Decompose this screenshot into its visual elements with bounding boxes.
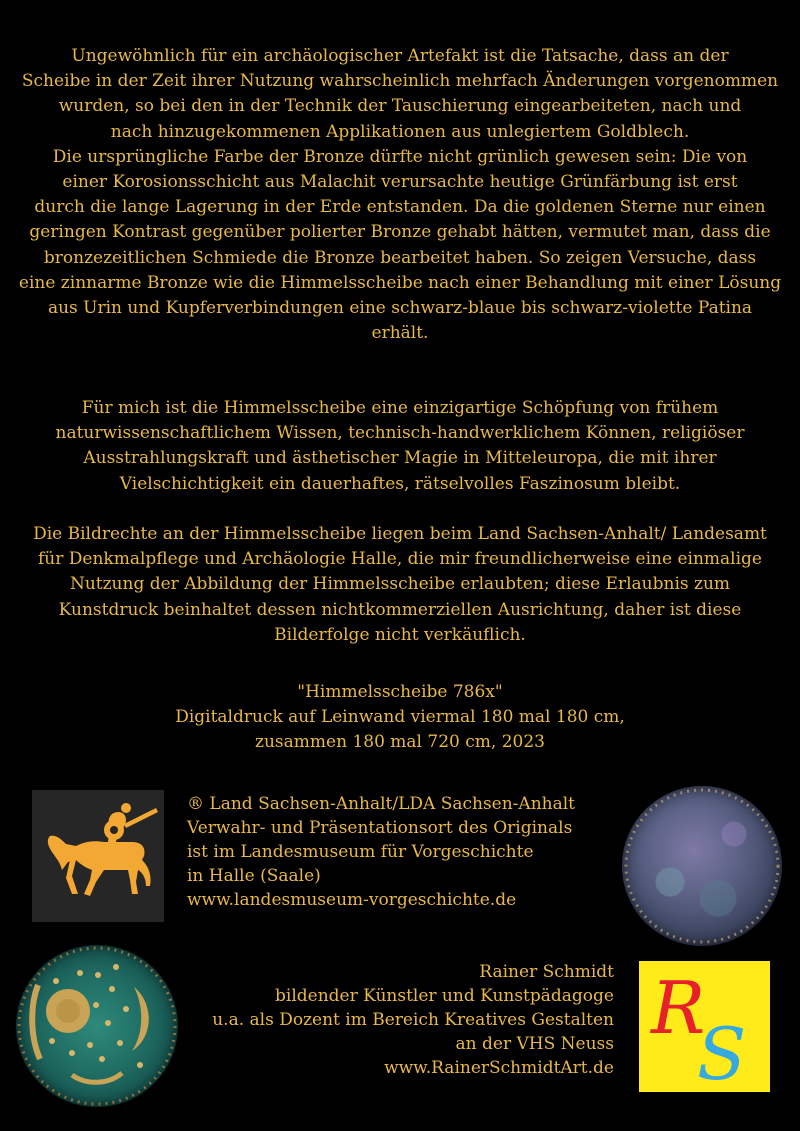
- text-line: durch die lange Lagerung in der Erde entstanden. Da die goldenen Sterne nur einen: [34, 197, 766, 218]
- text-line: geringen Kontrast gegenüber polierter Bronze gehabt hätten, vermutet man, dass die: [29, 222, 771, 243]
- text-line: Die Bildrechte an der Himmelsscheibe liegen beim Land Sachsen-Anhalt/ Landesamt: [33, 524, 767, 544]
- text-line: wurden, so bei den in der Technik der Tauschierung eingearbeiteten, nach und: [58, 96, 742, 117]
- artist-info: [212, 960, 614, 1080]
- horse-rider-icon: [32, 790, 164, 922]
- museum-line: in Halle (Saale): [187, 866, 321, 886]
- text-line: Bilderfolge nicht verkäuflich.: [274, 624, 526, 645]
- artwork-title: "Himmelsscheibe 786x": [297, 682, 503, 702]
- text-line: Nutzung der Abbildung der Himmelsscheibe erlaubten; diese Erlaubnis zum: [69, 574, 731, 595]
- copyright-line: ® Land Sachsen-Anhalt/LDA Sachsen-Anhalt: [187, 794, 576, 814]
- text-line: Kunstdruck beinhaltet dessen nichtkommerziellen Ausrichtung, daher ist diese: [58, 599, 742, 620]
- museum-line: Verwahr- und Präsentationsort des Originals: [187, 818, 573, 838]
- museum-info: [187, 792, 575, 912]
- paragraph-rights: [0, 522, 800, 648]
- paragraph-opinion: [0, 396, 800, 497]
- sky-disc-image: [16, 945, 178, 1107]
- artist-name: Rainer Schmidt: [479, 962, 614, 982]
- artist-position: u.a. als Dozent im Bereich Kreatives Gestalten: [212, 1010, 614, 1030]
- text-line: nach hinzugekommenen Applikationen aus unlegiertem Goldblech.: [110, 121, 690, 142]
- rs-monogram-icon: [639, 961, 770, 1092]
- paragraph-history: [0, 44, 800, 346]
- text-line: eine zinnarme Bronze wie die Himmelsscheibe nach einer Behandlung mit einer Lösung: [18, 272, 782, 293]
- text-line: Für mich ist die Himmelsscheibe eine einzigartige Schöpfung von frühem: [81, 398, 719, 418]
- artwork-info: [0, 680, 800, 756]
- monogram-letter-s: S: [697, 1012, 747, 1092]
- text-line: bronzezeitlichen Schmiede die Bronze bearbeitet haben. So zeigen Versuche, dass: [43, 247, 757, 268]
- text-line: Scheibe in der Zeit ihrer Nutzung wahrscheinlich mehrfach Änderungen vorgenommen: [21, 71, 779, 92]
- disc-edge-icon: [622, 786, 782, 946]
- text-line: naturwissenschaftlichem Wissen, technisch-handwerklichem Können, religiöser: [55, 423, 745, 444]
- text-line: einer Korosionsschicht aus Malachit verursachte heutige Grünfärbung ist erst: [62, 172, 738, 193]
- sky-disc-back-image: [622, 786, 782, 946]
- text-line: Vielschichtigkeit ein dauerhaftes, rätselvolles Faszinosum bleibt.: [119, 473, 681, 494]
- artist-url[interactable]: www.RainerSchmidtArt.de: [384, 1058, 614, 1078]
- museum-line: ist im Landesmuseum für Vorgeschichte: [187, 842, 534, 862]
- artist-role: bildender Künstler und Kunstpädagoge: [275, 986, 614, 1006]
- text-line: aus Urin und Kupferverbindungen eine schwarz-blaue bis schwarz-violette Patina: [47, 298, 753, 319]
- text-line: Ausstrahlungskraft und ästhetischer Magie in Mitteleuropa, die mit ihrer: [83, 448, 717, 469]
- text-line: Ungewöhnlich für ein archäologischer Artefakt ist die Tatsache, dass an der: [71, 46, 729, 66]
- text-line: erhält.: [371, 323, 429, 344]
- text-line: Die ursprüngliche Farbe der Bronze dürfte nicht grünlich gewesen sein: Die von: [52, 146, 748, 167]
- artist-institution: an der VHS Neuss: [455, 1034, 614, 1054]
- monogram-letter-r: R: [651, 966, 706, 1050]
- artwork-medium: Digitaldruck auf Leinwand viermal 180 mal 180 cm,: [175, 707, 625, 728]
- museum-url[interactable]: www.landesmuseum-vorgeschichte.de: [187, 890, 517, 910]
- lda-logo: [32, 790, 164, 922]
- sky-disc-icon: [16, 945, 178, 1107]
- text-line: für Denkmalpflege und Archäologie Halle, die mir freundlicherweise eine einmalige: [38, 549, 762, 570]
- artwork-dimensions: zusammen 180 mal 720 cm, 2023: [255, 732, 545, 753]
- rs-monogram-logo: [639, 961, 770, 1092]
